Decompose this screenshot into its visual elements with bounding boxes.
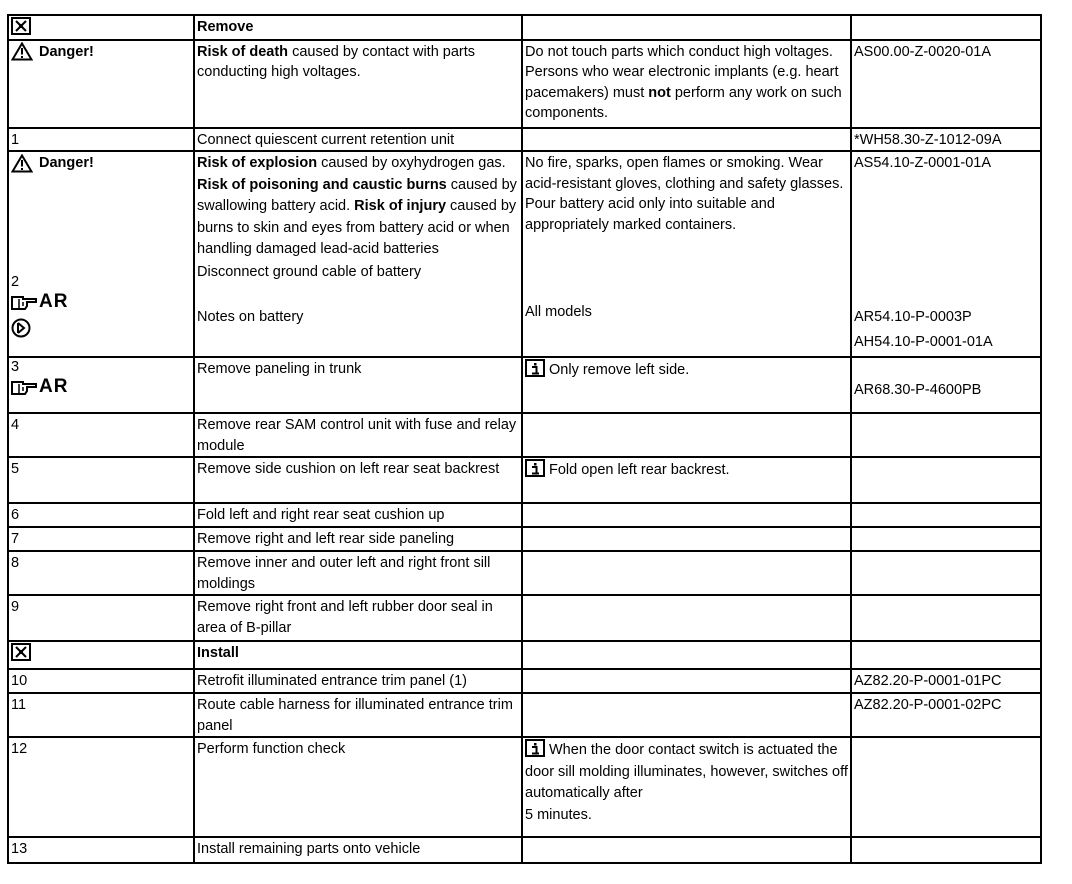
step-text: Fold left and right rear seat cushion up (194, 503, 522, 527)
info-text: Fold open left rear backrest. (549, 462, 730, 478)
safety-measure: No fire, sparks, open flames or smoking. Wear acid-resistant gloves, clothing and safety glasses. Pour battery acid only into suitable and appropriately marked containers. (525, 155, 844, 233)
danger-label (11, 153, 94, 174)
danger-text: Danger! (39, 43, 94, 60)
danger-text: Danger! (39, 155, 94, 171)
reference-link[interactable]: AR68.30-P-4600PB (854, 382, 982, 398)
step-number: 9 (8, 595, 194, 641)
section-title-install: Install (194, 641, 522, 669)
remove-procedure-icon (11, 17, 31, 35)
table-row (8, 357, 1041, 413)
reference-link[interactable]: AS54.10-Z-0001-01A (854, 155, 992, 171)
step-number: 6 (8, 503, 194, 527)
step-text: Remove rear SAM control unit with fuse and relay module (194, 413, 522, 457)
warning-triangle-icon (11, 154, 33, 173)
step-text: Disconnect ground cable of battery (197, 263, 422, 280)
reference-link[interactable]: AZ82.20-P-0001-01PC (851, 669, 1041, 693)
step-text: Perform function check (194, 737, 522, 837)
table-row (8, 413, 1041, 457)
table-row (8, 837, 1041, 863)
note-text: Notes on battery (197, 309, 304, 325)
ar-reference-marker: AR (11, 375, 68, 399)
info-icon (525, 739, 545, 757)
note-models: All models (525, 304, 592, 320)
reference-link[interactable]: *WH58.30-Z-1012-09A (851, 128, 1041, 152)
table-row (8, 737, 1041, 837)
hazard-text: Risk of explosion caused by oxyhydrogen gas. Risk of poisoning and caustic burns caused by swallowing battery acid. Risk of injury caused by burns to skin and eyes from battery acid or when handling damaged lead-acid batteries (197, 155, 517, 257)
step-number: 12 (8, 737, 194, 837)
step-number: 3 (11, 359, 20, 375)
step-text: Remove paneling in trunk (194, 357, 522, 413)
pointing-hand-icon (11, 378, 37, 396)
info-icon (525, 459, 545, 477)
table-row (8, 15, 1041, 40)
step-number: 5 (8, 457, 194, 503)
section-title-remove: Remove (194, 15, 522, 40)
notes-icon (11, 318, 31, 338)
table-row (8, 457, 1041, 503)
step-text: Remove right front and left rubber door seal in area of B-pillar (194, 595, 522, 641)
step-number: 10 (8, 669, 194, 693)
table-row (8, 641, 1041, 669)
step-text: Remove right and left rear side paneling (194, 527, 522, 551)
step-text: Route cable harness for illuminated entrance trim panel (194, 693, 522, 737)
step-number: 4 (8, 413, 194, 457)
info-text: 5 minutes. (525, 806, 592, 823)
danger-label (11, 42, 94, 63)
step-text: Remove side cushion on left rear seat backrest (194, 457, 522, 503)
step-number: 2 (11, 274, 20, 291)
ar-reference-marker: AR (11, 290, 68, 314)
hazard-text: Risk of death caused by contact with parts conducting high voltages. (194, 40, 522, 128)
procedure-table (7, 14, 1042, 864)
step-number: 1 (8, 128, 194, 152)
step-text: Retrofit illuminated entrance trim panel (1) (194, 669, 522, 693)
table-row (8, 669, 1041, 693)
table-row (8, 40, 1041, 128)
step-text: Install remaining parts onto vehicle (194, 837, 522, 863)
table-row (8, 151, 1041, 357)
safety-measure: Do not touch parts which conduct high voltages. Persons who wear electronic implants (e.g. heart pacemakers) must not perform any work on such components. (522, 40, 851, 128)
table-row (8, 128, 1041, 152)
table-row (8, 527, 1041, 551)
warning-triangle-icon (11, 42, 33, 61)
table-row (8, 503, 1041, 527)
reference-link[interactable]: AZ82.20-P-0001-02PC (851, 693, 1041, 737)
reference-link[interactable]: AS00.00-Z-0020-01A (851, 40, 1041, 128)
reference-link[interactable]: AH54.10-P-0001-01A (854, 334, 993, 350)
table-row (8, 595, 1041, 641)
step-text: Remove inner and outer left and right front sill moldings (194, 551, 522, 595)
step-number: 13 (8, 837, 194, 863)
step-text: Connect quiescent current retention unit (194, 128, 522, 152)
step-number: 7 (8, 527, 194, 551)
step-number: 8 (8, 551, 194, 595)
info-icon (525, 359, 545, 377)
table-row (8, 693, 1041, 737)
info-text: When the door contact switch is actuated the door sill molding illuminates, however, switches off automatically after (525, 742, 848, 801)
table-row (8, 551, 1041, 595)
reference-link[interactable]: AR54.10-P-0003P (854, 308, 972, 325)
install-procedure-icon (11, 643, 31, 661)
pointing-hand-icon (11, 293, 37, 311)
step-number: 11 (8, 693, 194, 737)
info-text: Only remove left side. (549, 362, 690, 378)
